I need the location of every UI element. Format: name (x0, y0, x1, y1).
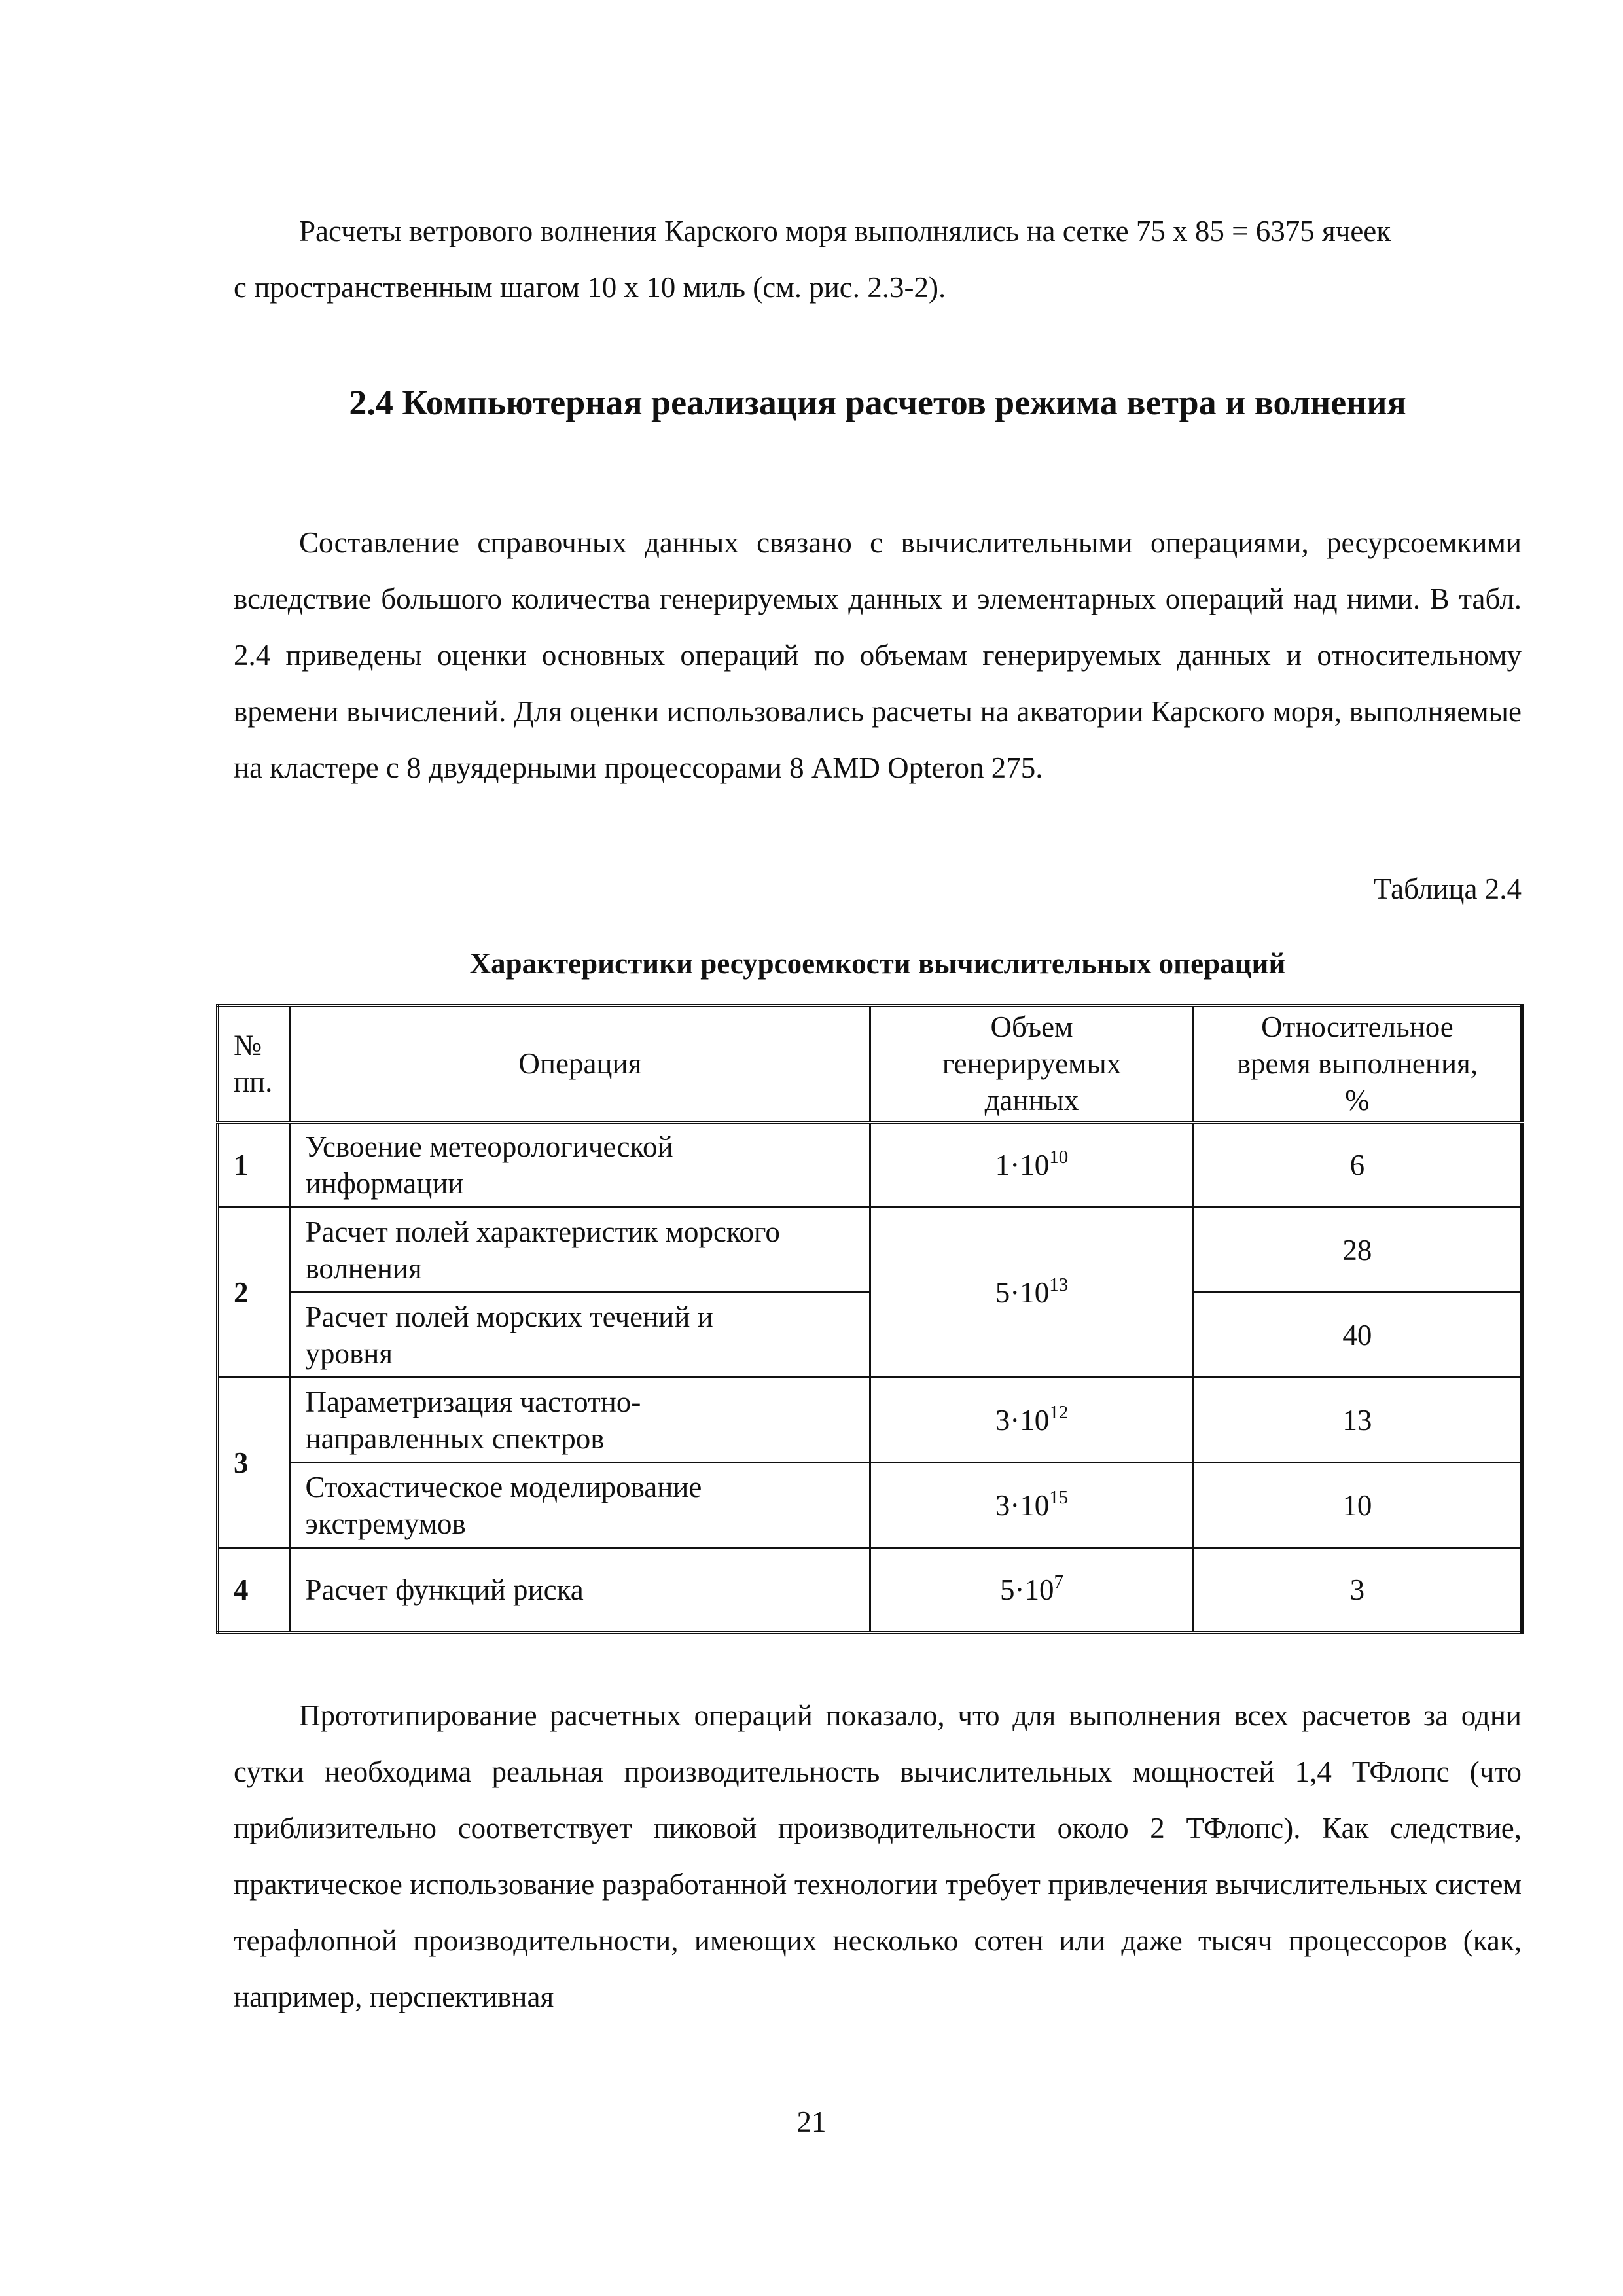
operation-line-1: Усвоение метеорологической (305, 1130, 673, 1164)
operation-line-2: информации (305, 1167, 464, 1200)
volume-base: 5·10 (995, 1276, 1050, 1309)
row-time: 28 (1193, 1208, 1522, 1293)
header-time-line-1: Относительное (1261, 1011, 1454, 1044)
operation-line-2: экстремумов (305, 1507, 466, 1540)
table-row (218, 1548, 1522, 1633)
header-num-line-1: № (234, 1029, 262, 1062)
operation-line-2: уровня (305, 1336, 393, 1370)
row-operation (290, 1208, 870, 1293)
volume-base: 3·10 (995, 1488, 1050, 1522)
table-title: Характеристики ресурсоемкости вычислительных операций (469, 947, 1286, 980)
table-row (218, 1122, 1522, 1208)
intro-line-1: Расчеты ветрового волнения Карского моря выполнялись на сетке 75 х 85 = 6375 ячеек (299, 215, 1391, 247)
header-volume-line-1: Объем (990, 1011, 1073, 1044)
operation-line-1: Параметризация частотно- (305, 1385, 641, 1418)
volume-exponent: 12 (1049, 1401, 1069, 1423)
body-paragraph-3: Прототипирование расчетных операций показало, что для выполнения всех расчетов за одни сутки необходима реальная производительность вычислительных мощностей 1,4 ТФлопс (что приблизительно соответствует пиковой производительности около 2 ТФлопс). Как следствие, практическое использование разработанной технологии требует привлечения вычислительных систем терафлопной производительности, имеющих несколько сотен или даже тысяч процессоров (как, например, перспективная (234, 1699, 1522, 2013)
header-time-line-2: время выполнения, (1236, 1047, 1478, 1081)
row-volume (870, 1548, 1194, 1633)
row-operation: Расчет функций риска (290, 1548, 870, 1633)
row-volume (870, 1378, 1194, 1463)
volume-exponent: 15 (1049, 1486, 1069, 1508)
operation-line-1: Расчет полей морских течений и (305, 1300, 713, 1333)
row-num: 3 (218, 1378, 290, 1548)
volume-base: 5·10 (1000, 1573, 1054, 1606)
body-paragraph-2: Составление справочных данных связано с вычислительными операциями, ресурсоемкими вследствие большого количества генерируемых данных и элементарных операций над ними. В табл. 2.4 приведены оценки основных операций по объемам генерируемых данных и относительному времени вычислений. Для оценки использовались расчеты на акватории Карского моря, выполняемые на кластере с 8 двуядерными процессорами 8 AMD Opteron 275. (234, 526, 1522, 784)
intro-paragraph (234, 203, 1522, 315)
table-row (218, 1293, 1522, 1378)
row-operation (290, 1378, 870, 1463)
header-volume-line-3: данных (984, 1084, 1079, 1117)
row-num: 1 (218, 1122, 290, 1208)
row-num: 2 (218, 1208, 290, 1378)
header-num (218, 1006, 290, 1122)
resource-table (216, 1004, 1524, 1634)
row-time: 40 (1193, 1293, 1522, 1378)
table-label: Таблица 2.4 (1373, 872, 1522, 905)
row-operation (290, 1463, 870, 1548)
operation-line-2: направленных спектров (305, 1422, 605, 1455)
table-header-row (218, 1006, 1522, 1122)
table-row (218, 1378, 1522, 1463)
row-volume (870, 1208, 1194, 1378)
intro-line-2: с пространственным шагом 10 х 10 миль (см. рис. 2.3-2). (234, 271, 946, 304)
row-num: 4 (218, 1548, 290, 1633)
row-operation (290, 1293, 870, 1378)
operation-line-2: волнения (305, 1251, 422, 1285)
header-time-line-3: % (1345, 1084, 1370, 1117)
table-row (218, 1463, 1522, 1548)
header-volume (870, 1006, 1194, 1122)
section-heading: 2.4 Компьютерная реализация расчетов режима ветра и волнения (349, 383, 1406, 422)
row-time: 6 (1193, 1122, 1522, 1208)
volume-exponent: 10 (1049, 1147, 1069, 1168)
row-volume (870, 1122, 1194, 1208)
volume-base: 3·10 (995, 1403, 1050, 1437)
header-num-line-2: пп. (234, 1066, 273, 1099)
operation-line-1: Расчет полей характеристик морского (305, 1215, 780, 1248)
operation-line-1: Стохастическое моделирование (305, 1470, 702, 1503)
volume-exponent: 13 (1049, 1274, 1069, 1295)
header-time (1193, 1006, 1522, 1122)
volume-exponent: 7 (1054, 1571, 1064, 1592)
header-operation: Операция (290, 1006, 870, 1122)
row-time: 13 (1193, 1378, 1522, 1463)
table-row (218, 1208, 1522, 1293)
row-time: 10 (1193, 1463, 1522, 1548)
row-time: 3 (1193, 1548, 1522, 1633)
row-operation (290, 1122, 870, 1208)
row-volume (870, 1463, 1194, 1548)
volume-base: 1·10 (995, 1149, 1050, 1182)
header-volume-line-2: генерируемых (942, 1047, 1122, 1081)
page-number: 21 (796, 2106, 827, 2138)
